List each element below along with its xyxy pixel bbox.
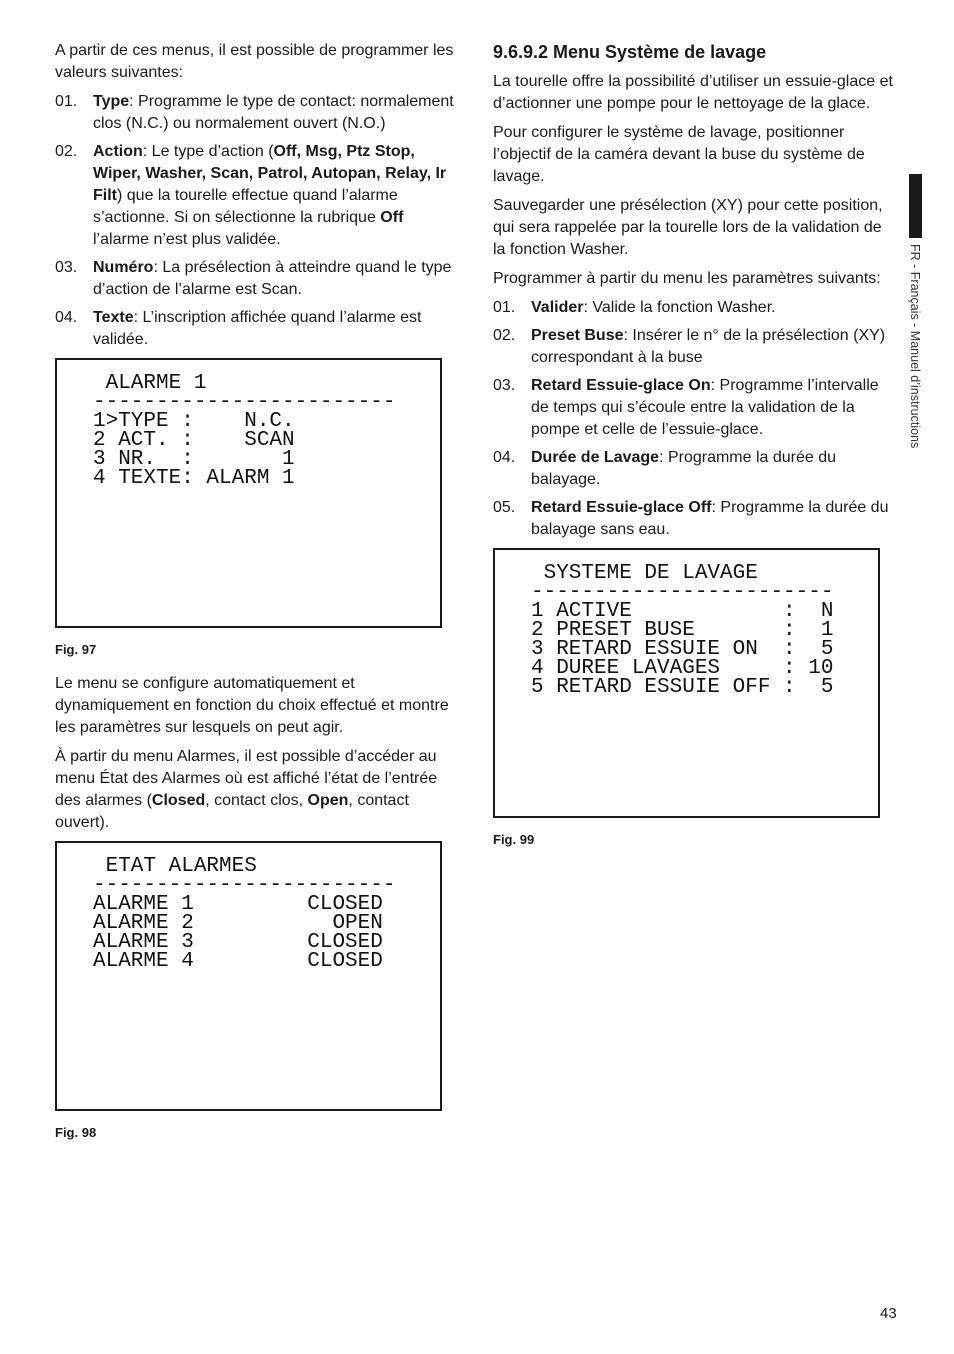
alarm-parameter-list <box>55 91 463 351</box>
paragraph-alarm-state <box>55 746 463 834</box>
osd-text: ALARME 1 ------------------------ 1>TYPE : N.C. 2 ACT. : SCAN 3 NR. : 1 4 TEXTE: ALARM 1 <box>93 372 396 490</box>
bold-term: Retard Essuie-glace On <box>531 377 711 394</box>
text-run: ) que la tourelle effectue quand l’alarme s’actionne. Si on sélectionne la rubrique <box>93 187 398 226</box>
bold-term: Open <box>307 792 349 809</box>
text-run: : Programme la durée du balayage sans eau. <box>531 499 889 538</box>
list-item-text <box>93 307 463 351</box>
text-run: : L’inscription affichée quand l’alarme est validée. <box>93 309 422 348</box>
list-item-number: 01. <box>55 93 78 110</box>
list-item <box>493 497 898 541</box>
right-column <box>493 40 898 863</box>
list-item-number: 05. <box>493 499 516 516</box>
bold-term: Closed <box>151 792 206 809</box>
washer-parameter-list <box>493 297 898 541</box>
list-item-text <box>93 141 463 251</box>
figure-caption-99: Fig. 99 <box>493 832 535 847</box>
list-item <box>55 257 463 301</box>
list-item-number: 03. <box>55 259 78 276</box>
list-item-number: 02. <box>55 143 78 160</box>
bold-term: Durée de Lavage <box>531 449 660 466</box>
left-column <box>55 40 463 1156</box>
bold-term: Preset Buse <box>531 327 624 344</box>
osd-screen-systeme-lavage <box>493 548 880 818</box>
osd-screen-etat-alarmes <box>55 841 442 1111</box>
bold-term: Action <box>93 143 143 160</box>
paragraph-program: Programmer à partir du menu les paramètres suivants: <box>493 270 881 287</box>
text-run: : La présélection à atteindre quand le type d’action de l’alarme est Scan. <box>93 259 452 298</box>
osd-text: SYSTEME DE LAVAGE ------------------------ 1 ACTIVE : N 2 PRESET BUSE : 1 3 RETARD ESSUIE ON : 5 4 DUREE LAVAGES : 10 5 RETARD ESSUIE OFF : 5 <box>531 562 834 699</box>
list-item-text <box>531 447 898 491</box>
paragraph-menu-config: Le menu se configure automatiquement et dynamiquement en fonction du choix effectué et montre les paramètres sur lesquels on peut agir. <box>55 675 449 736</box>
list-item-number: 01. <box>493 299 516 316</box>
osd-screen-alarme <box>55 358 442 628</box>
list-item-text <box>531 325 898 369</box>
text-run: : Insérer le n° de la présélection (XY) correspondant à la buse <box>531 327 886 366</box>
section-heading: 9.6.9.2 Menu Système de lavage <box>493 42 767 62</box>
bold-term: Valider <box>531 299 584 316</box>
bold-term: Type <box>93 93 130 110</box>
paragraph-intro: La tourelle offre la possibilité d’utiliser un essuie-glace et d’actionner une pompe pour le nettoyage de la glace. <box>493 73 893 112</box>
list-item <box>493 325 898 369</box>
list-item <box>55 307 463 351</box>
text-run: : Valide la fonction Washer. <box>583 299 776 316</box>
text-run: : Programme le type de contact: normalement clos (N.C.) ou normalement ouvert (N.O.) <box>93 93 454 132</box>
page-number: 43 <box>880 1305 897 1322</box>
text-run: l’alarme n’est plus validée. <box>93 231 281 248</box>
text-run: : Programme l’intervalle de temps qui s’écoule entre la validation de la pompe et celle de l’essuie-glace. <box>531 377 879 438</box>
list-item-text <box>531 297 898 319</box>
list-item-text <box>93 257 463 301</box>
paragraph-preset: Sauvegarder une présélection (XY) pour cette position, qui sera rappelée par la tourelle lors de la validation de la fonction Washer. <box>493 197 883 258</box>
bold-term: Retard Essuie-glace Off <box>531 499 712 516</box>
bold-term: Off, Msg, Ptz Stop, Wiper, Washer, Scan, Patrol, Autopan, Relay, Ir Filt <box>93 143 447 204</box>
language-tab-marker <box>909 174 922 238</box>
osd-text: ETAT ALARMES ------------------------ ALARME 1 CLOSED ALARME 2 OPEN ALARME 3 CLOSED ALARME 4 CLOSED <box>93 855 396 973</box>
list-item-text <box>93 91 463 135</box>
list-item-number: 03. <box>493 377 516 394</box>
text-run: : Le type d’action ( <box>142 143 274 160</box>
text-run: , contact ouvert). <box>55 792 409 831</box>
paragraph-configure: Pour configurer le système de lavage, positionner l’objectif de la caméra devant la buse du système de lavage. <box>493 124 865 185</box>
sidebar-label <box>908 244 924 484</box>
list-item-text <box>531 375 898 441</box>
list-item-number: 02. <box>493 327 516 344</box>
bold-term: Off <box>380 209 404 226</box>
text-run: À partir du menu Alarmes, il est possible d’accéder au menu État des Alarmes où est affiché l’état de l’entrée des alarmes ( <box>55 748 438 809</box>
bold-term: Texte <box>93 309 134 326</box>
list-item <box>493 375 898 441</box>
list-item <box>55 91 463 135</box>
figure-caption-97: Fig. 97 <box>55 642 97 657</box>
sidebar-label-text: FR - Français - Manuel d’instructions <box>908 244 922 449</box>
text-run: , contact clos, <box>205 792 308 809</box>
list-item <box>493 297 898 319</box>
intro-text: A partir de ces menus, il est possible de programmer les valeurs suivantes: <box>55 42 454 81</box>
list-item-number: 04. <box>55 309 78 326</box>
list-item-number: 04. <box>493 449 516 466</box>
list-item-text <box>531 497 898 541</box>
figure-caption-98: Fig. 98 <box>55 1125 97 1140</box>
list-item <box>493 447 898 491</box>
list-item <box>55 141 463 251</box>
text-run: : Programme la durée du balayage. <box>531 449 837 488</box>
bold-term: Numéro <box>93 259 154 276</box>
